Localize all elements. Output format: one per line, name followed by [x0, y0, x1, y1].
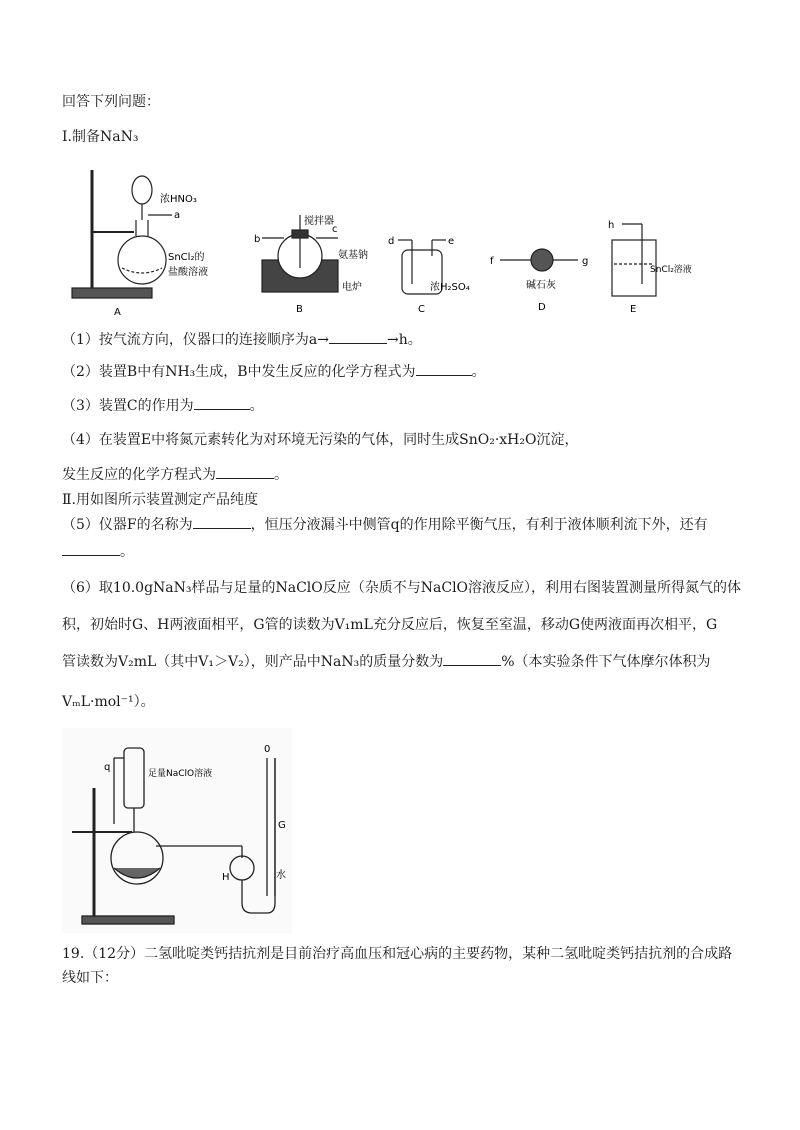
label-g: G	[278, 820, 286, 831]
e-port-h: h	[608, 220, 615, 231]
a-reagent-top: 浓HNO₃	[160, 194, 197, 205]
label-naclo: 足量NaClO溶液	[148, 769, 213, 779]
b-stirrer: 搅拌器	[304, 216, 334, 227]
c-label: C	[418, 304, 425, 315]
apparatus-e	[612, 224, 656, 296]
question-5-line-1	[62, 515, 708, 535]
apparatus-figure-2	[62, 728, 292, 933]
q1-text-b: →h。	[386, 332, 422, 348]
q4-answer-blank[interactable]	[216, 466, 274, 479]
d-label: D	[538, 302, 546, 313]
c-port-d: d	[388, 236, 395, 247]
q4-text-b: 发生反应的化学方程式为	[62, 467, 216, 483]
q6-text-d: %（本实验条件下气体摩尔体积为	[501, 654, 711, 670]
q5-text-b: ，恒压分液漏斗中侧管q的作用除平衡气压，有利于液体顺利流下外，还有	[250, 517, 708, 533]
a-label: A	[114, 307, 121, 318]
question-2	[62, 362, 486, 382]
label-h: H	[222, 872, 230, 883]
b-port-b: b	[254, 234, 261, 245]
e-label: E	[630, 304, 637, 315]
q5-answer-blank-1[interactable]	[193, 516, 251, 529]
intro-line: 回答下列问题：	[62, 94, 160, 110]
question-6-line-3	[62, 652, 711, 672]
label-water: 水	[276, 870, 286, 881]
q5-text-c: 。	[120, 544, 134, 560]
q2-answer-blank[interactable]	[416, 363, 472, 376]
d-reagent: 碱石灰	[526, 280, 556, 291]
e-reagent: SnCl₂溶液	[650, 265, 692, 275]
q1-text-a: （1）按气流方向，仪器口的连接顺序为a→	[62, 332, 329, 348]
question-5-line-2	[62, 542, 134, 562]
c-port-e: e	[448, 236, 455, 247]
question-3	[62, 396, 264, 416]
apparatus-figure-1	[62, 160, 692, 320]
label-zero: 0	[264, 744, 271, 755]
q6-text-c: 管读数为V₂mL（其中V₁＞V₂），则产品中NaN₃的质量分数为	[62, 654, 444, 670]
b-reagent: 氨基钠	[338, 250, 368, 261]
q5-answer-blank-2[interactable]	[62, 543, 120, 556]
q4-text-c: 。	[274, 467, 288, 483]
q3-answer-blank[interactable]	[194, 397, 250, 410]
q6-answer-blank[interactable]	[443, 653, 501, 666]
a-port: a	[174, 210, 181, 221]
question-4-line-2	[62, 465, 288, 485]
c-reagent: 浓H₂SO₄	[430, 282, 470, 293]
question-1	[62, 330, 422, 350]
part2-title: Ⅱ.用如图所示装置测定产品纯度	[62, 492, 258, 508]
q5-text-a: （5）仪器F的名称为	[62, 517, 193, 533]
d-port-f: f	[490, 256, 494, 267]
q2-text-a: （2）装置B中有NH₃生成，B中发生反应的化学方程式为	[62, 364, 416, 380]
a-flask-label-2: 盐酸溶液	[168, 267, 208, 278]
question-6-line-1: （6）取10.0gNaN₃样品与足量的NaClO反应（杂质不与NaClO溶液反应），利用右图装置测量所得氮气的体	[62, 580, 742, 596]
q2-text-b: 。	[471, 364, 486, 380]
d-port-g: g	[582, 256, 589, 267]
part1-title: Ⅰ.制备NaN₃	[62, 129, 139, 145]
apparatus-d	[500, 249, 578, 271]
apparatus-a	[72, 170, 172, 298]
q1-answer-blank[interactable]	[329, 331, 387, 344]
b-port-c: c	[332, 224, 338, 235]
b-label: B	[296, 304, 303, 315]
label-q: q	[104, 762, 111, 773]
b-heater: 电炉	[342, 282, 362, 293]
q3-text-b: 。	[249, 398, 264, 414]
question-4-line-1: （4）在装置E中将氮元素转化为对环境无污染的气体，同时生成SnO₂·xH₂O沉淀，	[62, 432, 579, 448]
question-6-line-4: VₘL·mol⁻¹）。	[62, 694, 155, 710]
question-19-line-2: 线如下：	[62, 970, 118, 986]
figure-2-background	[62, 728, 292, 933]
q3-text-a: （3）装置C的作用为	[62, 398, 194, 414]
question-19-line-1: 19.（12分）二氢吡啶类钙拮抗剂是目前治疗高血压和冠心病的主要药物，某种二氢吡啶类钙拮抗剂的合成路	[62, 946, 733, 962]
stand-base	[82, 916, 174, 924]
question-6-line-2: 积，初始时G、H两液面相平，G管的读数为V₁mL充分反应后，恢复至室温，移动G使两液面再次相平，G	[62, 617, 718, 633]
a-flask-label-1: SnCl₂的	[168, 252, 205, 263]
